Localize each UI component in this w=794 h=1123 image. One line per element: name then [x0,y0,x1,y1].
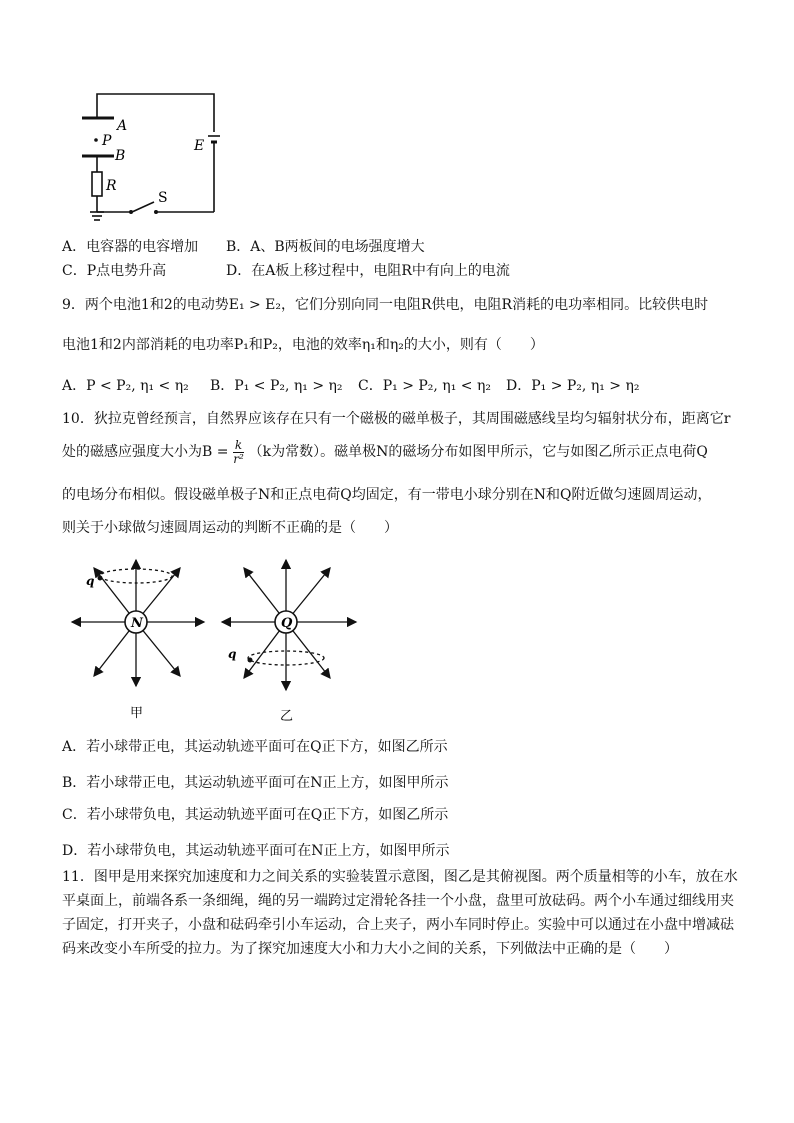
label-a: A [117,118,128,134]
q10-option-c: C．若小球带负电，其运动轨迹平面可在Q正下方，如图乙所示 [62,807,449,823]
q10-line3: 的电场分布相似。假设磁单极子N和正点电荷Q均固定，有一带电小球分别在N和Q附近做匀速圆周运动， [62,487,712,503]
q10-option-a: A．若小球带正电，其运动轨迹平面可在Q正下方，如图乙所示 [62,739,448,755]
q9-option-c: C．P₁ > P₂, η₁ < η₂ [358,378,491,394]
caption-jia: 甲 [130,706,144,721]
switch [132,202,154,212]
circuit-svg [62,84,232,234]
q8-options-row2 [62,262,510,280]
q9-option-b: B．P₁ < P₂, η₁ > η₂ [210,378,343,394]
q10-line1: 10．狄拉克曾经预言，自然界应该存在只有一个磁极的磁单极子，其周围磁感线呈均匀辐射状分布，距离它r [62,411,731,427]
label-p: P [102,133,112,149]
q9-options [62,377,639,395]
q10-formula [233,439,244,466]
label-r: R [106,178,117,194]
q10-line2 [62,438,708,466]
q8-options-row1 [62,238,425,256]
q8-option-a: A．电容器的电容增加 [62,239,199,255]
charge-q-left-label: q [86,574,95,588]
circuit-diagram [62,84,232,234]
label-b: B [115,148,126,164]
wire-top [97,94,214,132]
q8-option-b: B．A、B两板间的电场强度增大 [226,239,425,255]
caption-yi: 乙 [280,709,294,724]
q10-option-b: B．若小球带正电，其运动轨迹平面可在N正上方，如图甲所示 [62,775,449,791]
field-diagrams [64,552,364,728]
q11-line3: 子固定，打开夹子，小盘和砝码牵引小车运动，合上夹子，两小车同时停止。实验中可以通过在小盘中增减砝 [62,917,734,933]
label-s: S [158,190,168,206]
charge-q-center-label: Q [281,616,293,631]
formula-numerator: k [234,437,243,452]
resistor [92,172,102,196]
charge-q-right-label: q [228,647,237,661]
charge-q-left [98,576,103,581]
monopole-n-label: N [131,616,143,631]
q10-line4: 则关于小球做匀速圆周运动的判断不正确的是（ ） [62,520,398,536]
q10-line2-pre: 处的磁感应强度大小为B = [62,444,229,460]
q8-option-d: D．在A板上移过程中，电阻R中有向上的电流 [226,263,510,279]
q10-line2-post: （k为常数）。磁单极N的磁场分布如图甲所示，它与如图乙所示正点电荷Q [248,444,708,460]
q9-line2: 电池1和2内部消耗的电功率P₁和P₂，电池的效率η₁和η₂的大小，则有（ ） [62,337,544,353]
point-p [94,138,98,142]
q11-line1: 11．图甲是用来探究加速度和力之间关系的实验装置示意图，图乙是其俯视图。两个质量相等的小车，放在水 [62,869,738,885]
q11-line2: 平桌面上，前端各系一条细绳，绳的另一端跨过定滑轮各挂一个小盘，盘里可放砝码。两个小车通过细线用夹 [62,893,734,909]
q9-option-d: D．P₁ > P₂, η₁ > η₂ [506,378,640,394]
q10-option-d: D．若小球带负电，其运动轨迹平面可在N正上方，如图甲所示 [62,843,450,859]
formula-denominator: r² [233,451,244,466]
q8-option-c: C．P点电势升高 [62,263,167,279]
label-e: E [194,138,205,154]
field-svg [64,552,364,728]
charge-q-right [248,658,253,663]
q11-line4: 码来改变小车所受的拉力。为了探究加速度大小和力大小之间的关系，下列做法中正确的是（ ） [62,941,678,957]
q9-line1: 9．两个电池1和2的电动势E₁ > E₂，它们分别向同一电阻R供电，电阻R消耗的电功率相同。比较供电时 [62,297,709,313]
q9-option-a: A．P < P₂, η₁ < η₂ [62,378,189,394]
